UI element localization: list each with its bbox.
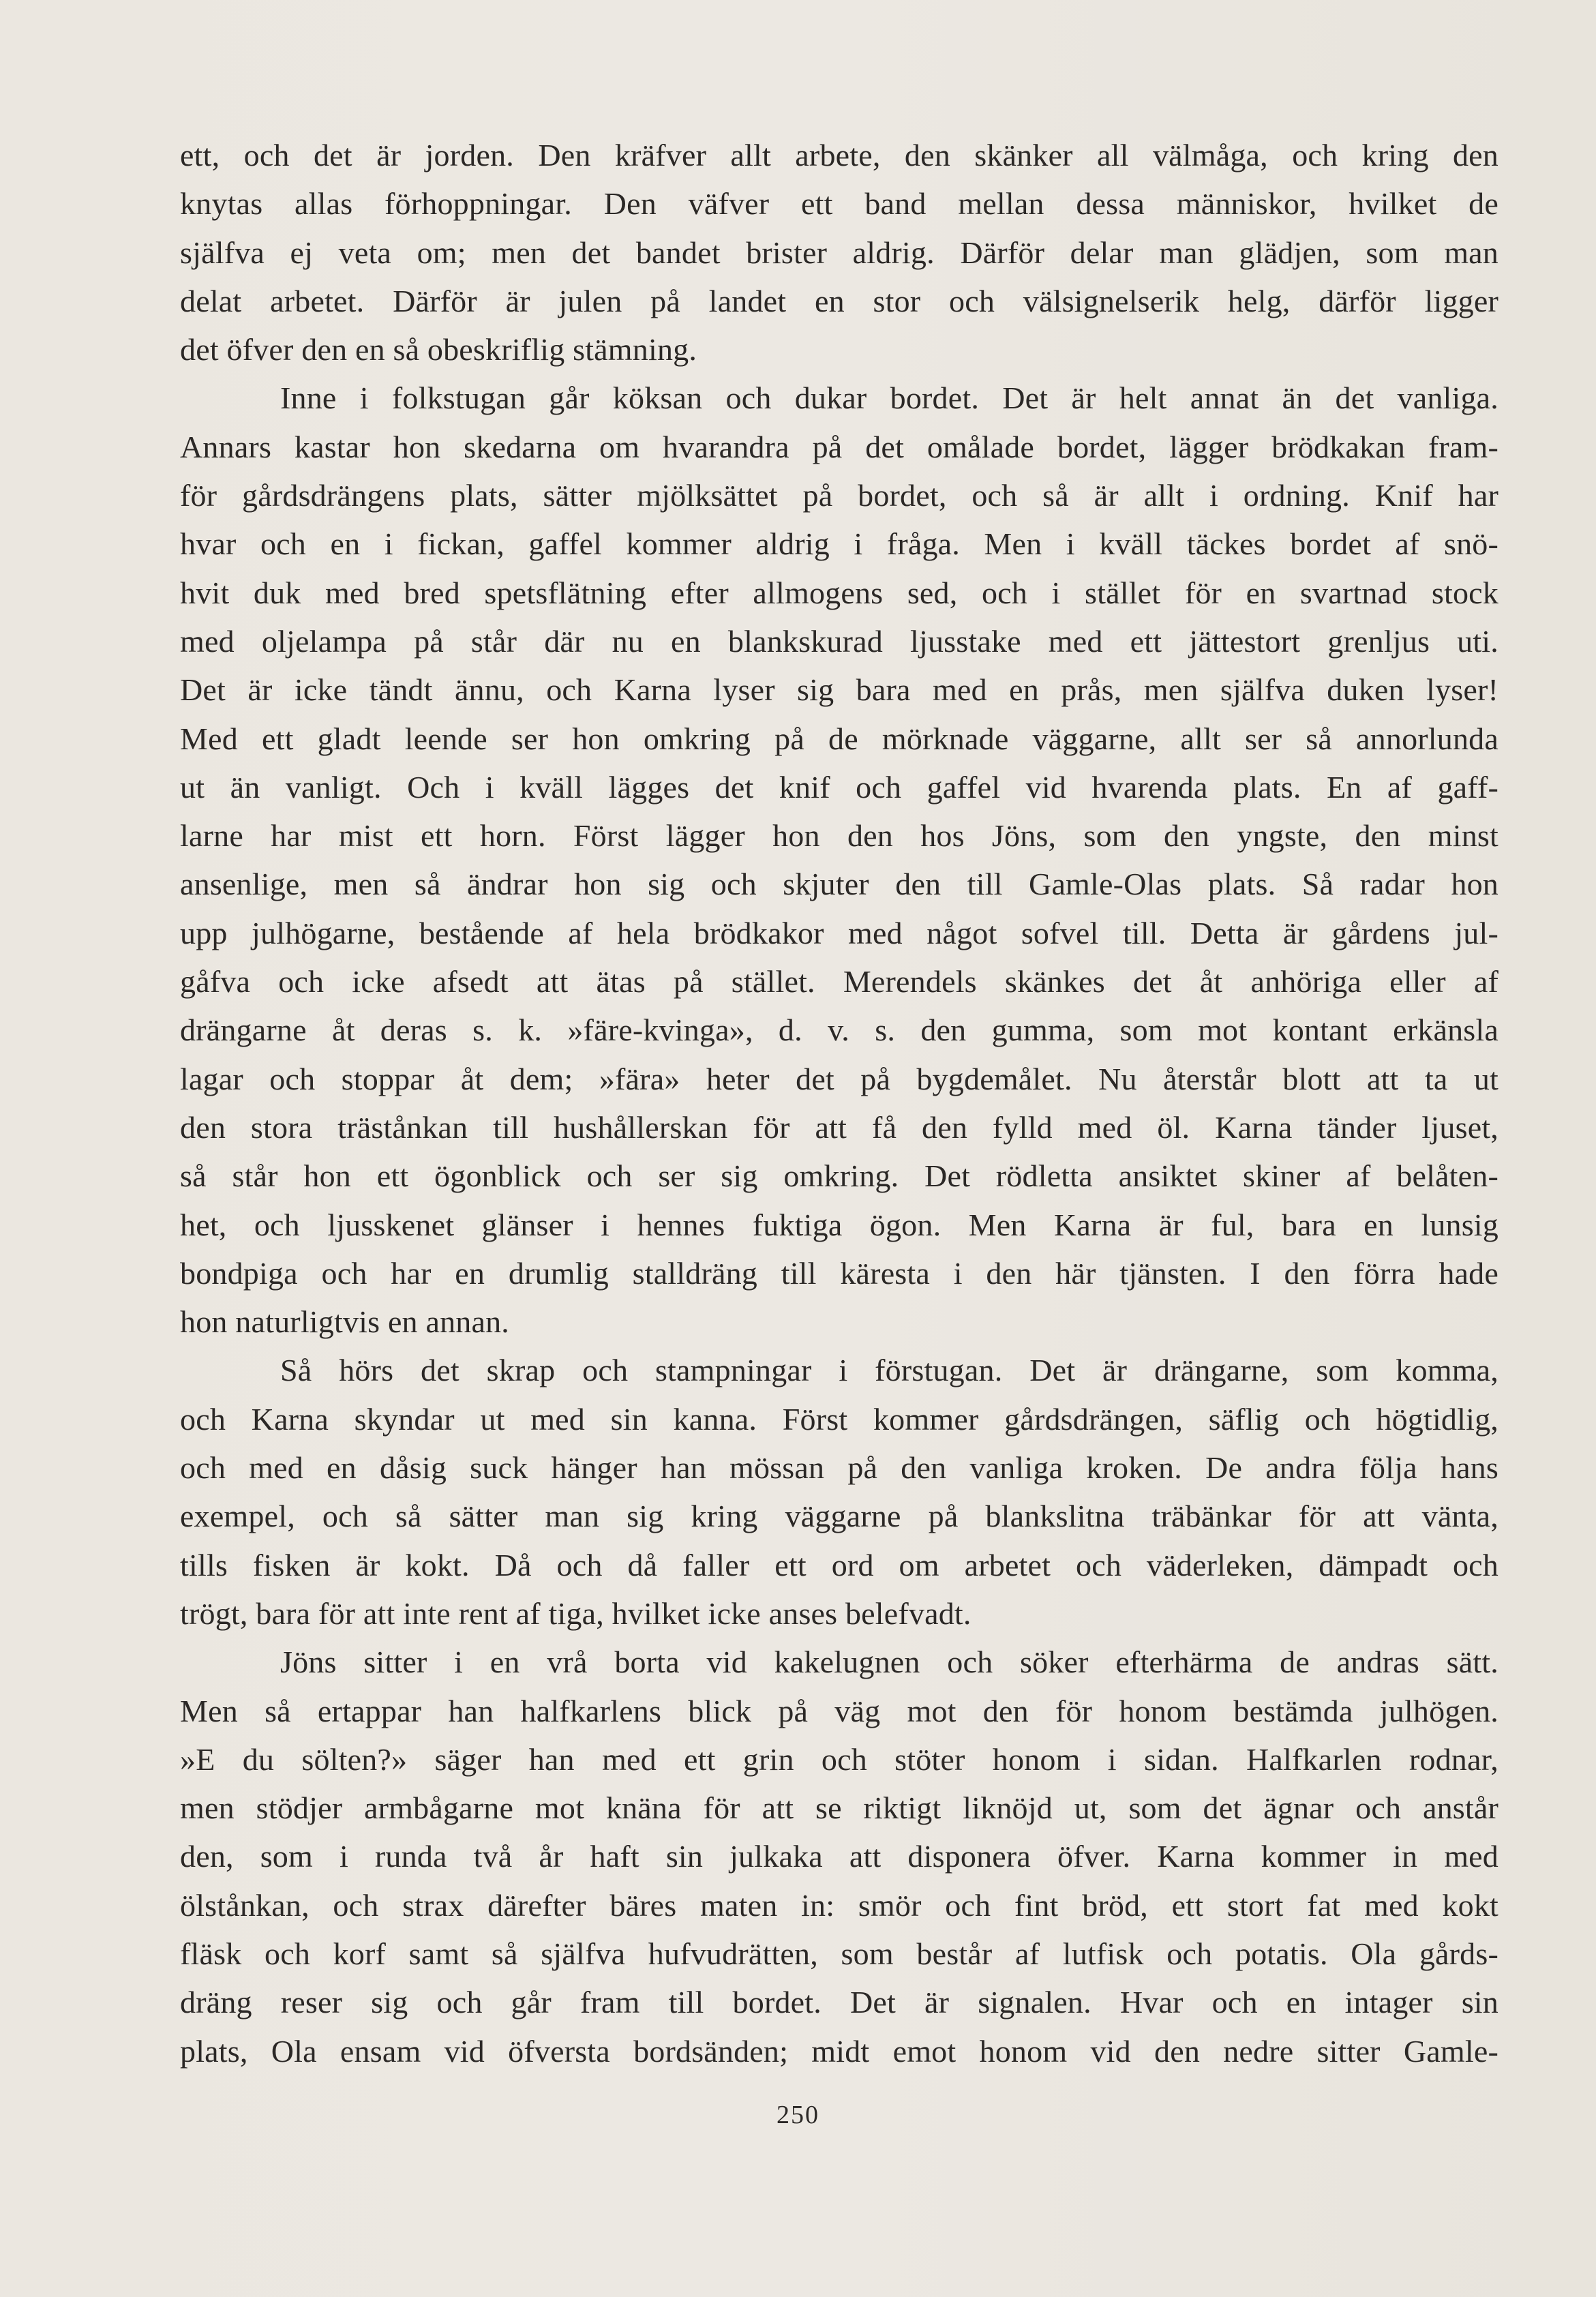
text-line: dräng reser sig och går fram till bordet. Det är signalen. Hvar och en intager sin xyxy=(180,1985,1499,2020)
text-line: hvit duk med bred spetsflätning efter allmogens sed, och i stället för en svartnad stock xyxy=(180,575,1499,610)
text-line: larne har mist ett horn. Först lägger hon den hos Jöns, som den yngste, den minst xyxy=(180,818,1499,854)
text-line: men stödjer armbågarne mot knäna för att se riktigt liknöjd ut, som det ägnar och anstår xyxy=(180,1790,1499,1826)
text-line: »E du sölten?» säger han med ett grin och stöter honom i sidan. Halfkarlen rodnar, xyxy=(180,1741,1499,1777)
text-line: hon naturligtvis en annan. xyxy=(180,1304,509,1340)
text-line: så står hon ett ögonblick och ser sig omkring. Det rödletta ansiktet skiner af belåten- xyxy=(180,1158,1499,1194)
text-line: ölstånkan, och strax därefter bäres maten in: smör och fint bröd, ett stort fat med kokt xyxy=(180,1887,1499,1923)
text-line: med oljelampa på står där nu en blankskurad ljusstake med ett jättestort grenljus uti. xyxy=(180,623,1499,659)
text-line: bondpiga och har en drumlig stalldräng till käresta i den här tjänsten. I den förra hade xyxy=(180,1255,1499,1291)
body-text xyxy=(180,131,1499,2075)
text-line: Med ett gladt leende ser hon omkring på de mörknade väggarne, allt ser så annorlunda xyxy=(180,721,1499,756)
text-line: för gårdsdrängens plats, sätter mjölksättet på bordet, och så är allt i ordning. Knif har xyxy=(180,478,1499,513)
text-line: och Karna skyndar ut med sin kanna. Först kommer gårdsdrängen, säflig och högtidlig, xyxy=(180,1401,1499,1437)
text-line: själfva ej veta om; men det bandet brister aldrig. Därför delar man glädjen, som man xyxy=(180,235,1499,270)
text-line: Annars kastar hon skedarna om hvarandra på det omålade bordet, lägger brödkakan fram- xyxy=(180,429,1499,464)
text-line: den, som i runda två år haft sin julkaka att disponera öfver. Karna kommer in med xyxy=(180,1839,1499,1874)
text-line: den stora trästånkan till hushållerskan för att få den fylld med öl. Karna tänder ljuset, xyxy=(180,1109,1499,1145)
text-line: det öfver den en så obeskriflig stämning. xyxy=(180,332,697,367)
text-line: tills fisken är kokt. Då och då faller ett ord om arbetet och väderleken, dämpadt och xyxy=(180,1547,1499,1582)
text-line: Det är icke tändt ännu, och Karna lyser sig bara med en prås, men själfva duken lyser! xyxy=(180,672,1499,708)
text-line: plats, Ola ensam vid öfversta bordsänden; midt emot honom vid den nedre sitter Gamle- xyxy=(180,2033,1499,2069)
text-line: drängarne åt deras s. k. »färe-kvinga», d. v. s. den gumma, som mot kontant erkänsla xyxy=(180,1012,1499,1048)
page-number: 250 xyxy=(777,2101,819,2129)
text-line: hvar och en i fickan, gaffel kommer aldrig i fråga. Men i kväll täckes bordet af snö- xyxy=(180,526,1499,562)
text-line: Men så ertappar han halfkarlens blick på väg mot den för honom bestämda julhögen. xyxy=(180,1693,1499,1728)
text-line: lagar och stoppar åt dem; »fära» heter det på bygdemålet. Nu återstår blott att ta ut xyxy=(180,1061,1499,1096)
text-line: och med en dåsig suck hänger han mössan på den vanliga kroken. De andra följa hans xyxy=(180,1450,1499,1486)
text-line: ut än vanligt. Och i kväll lägges det knif och gaffel vid hvarenda plats. En af gaff- xyxy=(180,769,1499,805)
text-line: gåfva och icke afsedt att ätas på stället. Merendels skänkes det åt anhöriga eller af xyxy=(180,964,1499,1000)
text-line: exempel, och så sätter man sig kring väggarne på blankslitna träbänkar för att vänta, xyxy=(180,1499,1499,1534)
text-line: knytas allas förhoppningar. Den väfver ett band mellan dessa människor, hvilket de xyxy=(180,186,1499,222)
text-line: ett, och det är jorden. Den kräfver allt arbete, den skänker all välmåga, och kring den xyxy=(180,138,1499,172)
text-line: het, och ljusskenet glänser i hennes fuktiga ögon. Men Karna är ful, bara en lunsig xyxy=(180,1207,1499,1242)
text-line: fläsk och korf samt så själfva hufvudrätten, som består af lutfisk och potatis. Ola gårds- xyxy=(180,1936,1499,1971)
text-line: trögt, bara för att inte rent af tiga, hvilket icke anses belefvadt. xyxy=(180,1595,972,1631)
text-line: Så hörs det skrap och stampningar i förstugan. Det är drängarne, som komma, xyxy=(280,1353,1499,1388)
text-line: Jöns sitter i en vrå borta vid kakelugnen och söker efterhärma de andras sätt. xyxy=(280,1645,1499,1680)
text-line: Inne i folkstugan går köksan och dukar bordet. Det är helt annat än det vanliga. xyxy=(280,380,1499,416)
text-line: upp julhögarne, bestående af hela brödkakor med något sofvel till. Detta är gårdens jul- xyxy=(180,915,1499,950)
text-line: ansenlige, men så ändrar hon sig och skjuter den till Gamle-Olas plats. Så radar hon xyxy=(180,867,1499,902)
text-line: delat arbetet. Därför är julen på landet en stor och välsignelserik helg, därför ligger xyxy=(180,283,1499,318)
